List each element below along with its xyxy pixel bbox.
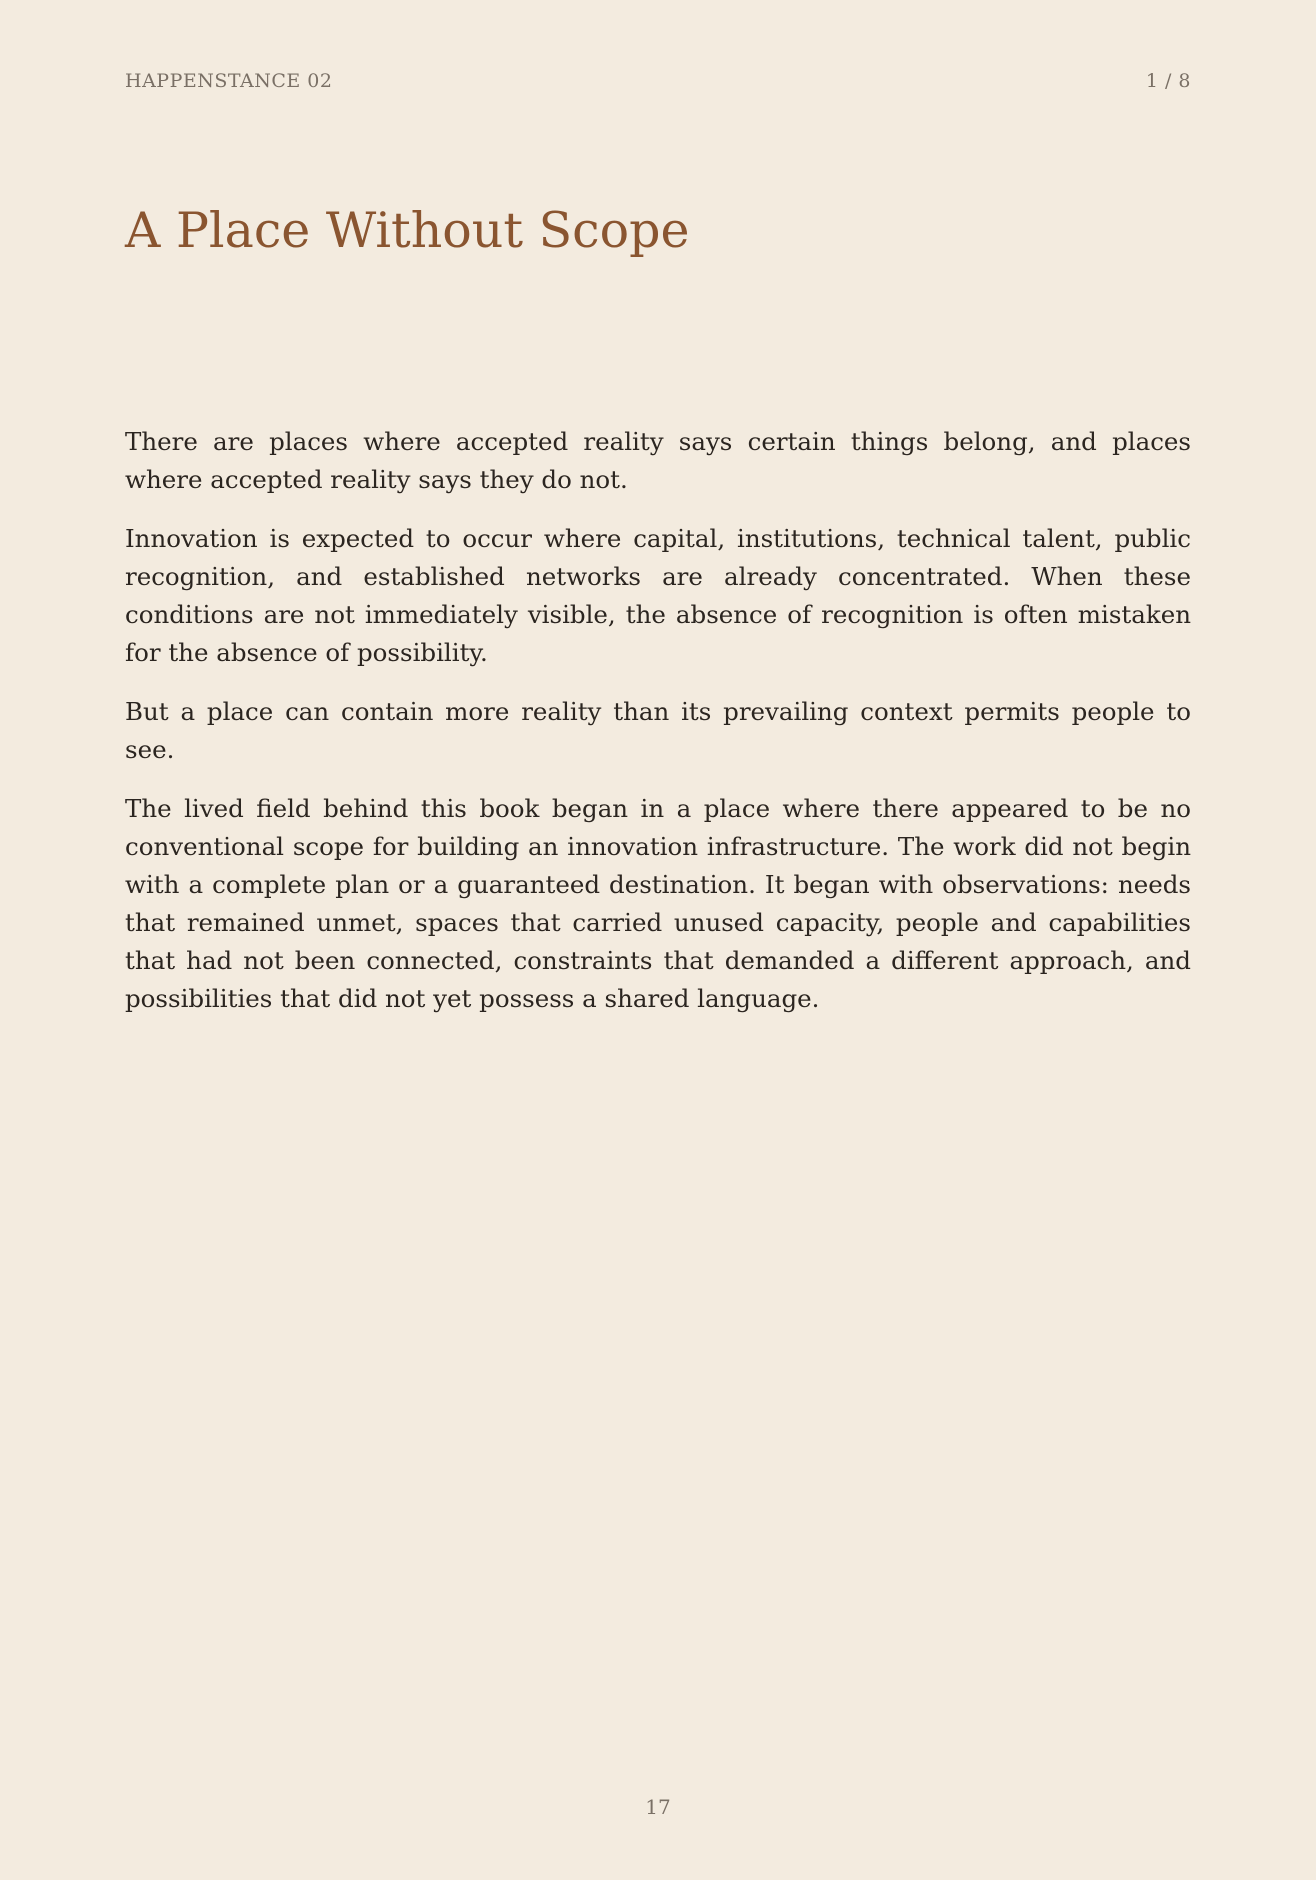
section-progress: 1 / 8 (1145, 70, 1191, 92)
running-header (125, 70, 1191, 92)
chapter-title: A Place Without Scope (125, 202, 690, 259)
page-number: 17 (645, 1795, 671, 1819)
paragraph: Innovation is expected to occur where capital, institutions, technical talent, public recognition, and established networks are already concentrated. When these conditions are not immediately visible, the absence of recognition is often mistaken for the absence of possibility. (125, 524, 1191, 667)
book-title: HAPPENSTANCE 02 (125, 70, 333, 92)
body-text (125, 423, 1191, 1039)
paragraph: There are places where accepted reality says certain things belong, and places where accepted reality says they do not. (125, 427, 1191, 494)
paragraph: The lived field behind this book began in a place where there appeared to be no conventional scope for building an innovation infrastructure. The work did not begin with a complete plan or a guaranteed destination. It began with observations: needs that remained unmet, spaces that carried unused capacity, people and capabilities that had not been connected, constraints that demanded a different approach, and possibilities that did not yet possess a shared language. (125, 794, 1191, 1013)
paragraph: But a place can contain more reality than its prevailing context permits people to see. (125, 697, 1191, 764)
